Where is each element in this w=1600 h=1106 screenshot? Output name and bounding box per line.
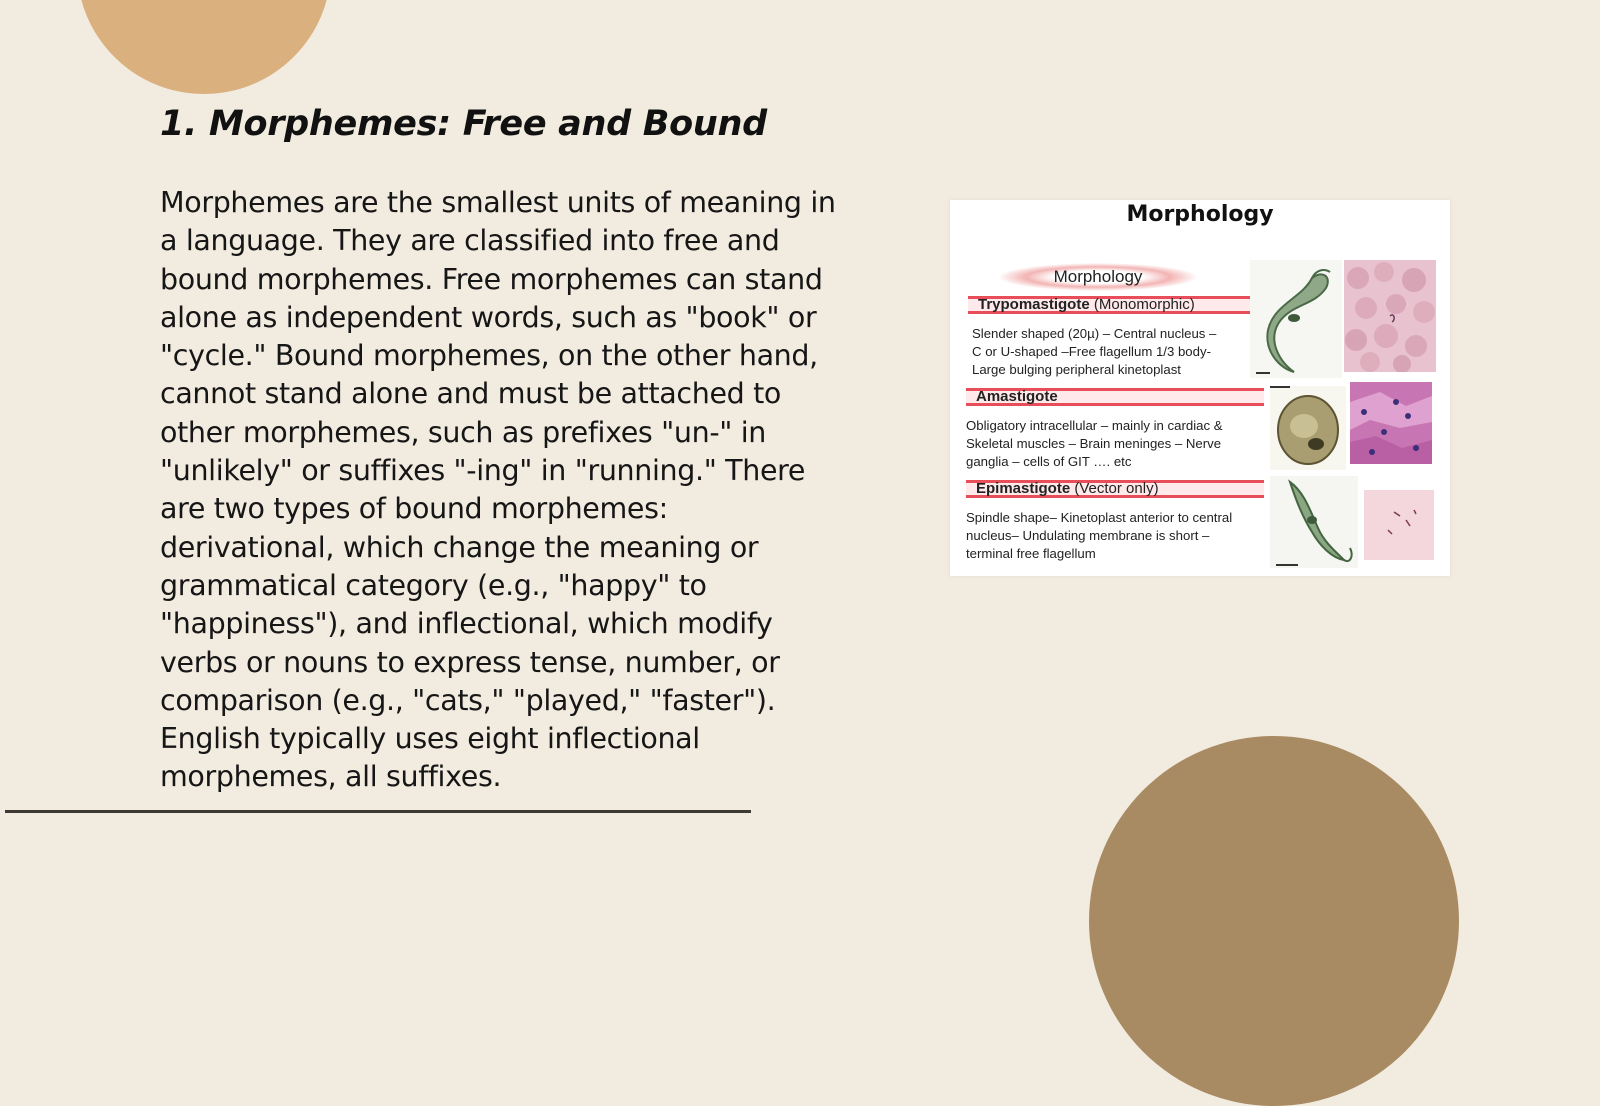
vector-smear-micrograph [1364, 490, 1434, 560]
section-header-epimastigote [966, 480, 1264, 498]
section-qualifier: (Vector only) [1074, 480, 1159, 497]
horizontal-rule [5, 810, 751, 813]
decorative-circle-top [77, 0, 331, 94]
trypomastigote-illustration [1250, 260, 1342, 378]
blood-smear-micrograph-1 [1344, 260, 1436, 372]
slide-body-text: Morphemes are the smallest units of meaning in a language. They are classified into free and bound morphemes. Free morphemes can stand alone as independent words, such as "book" or "cycle." Bound morphemes, on the other hand, cannot stand alone and must be attached to other morphemes, such as prefixes "un-" in "unlikely" or suffixes "-ing" in "running." There are two types of bound morphemes: derivational, which change the meaning or grammatical category (e.g., "happy" to "happiness"), and inflectional, which modify verbs or nouns to express tense, number, or comparison (e.g., "cats," "played," "faster"). English typically uses eight inflectional morphemes, all suffixes. [160, 186, 836, 794]
description-line: Skeletal muscles – Brain meninges – Nerve [966, 436, 1222, 451]
section-name: Epimastigote [976, 480, 1071, 497]
tissue-micrograph [1350, 382, 1432, 464]
description-line: nucleus– Undulating membrane is short – [966, 528, 1210, 543]
scale-bar [1256, 372, 1270, 374]
description-line: Spindle shape– Kinetoplast anterior to central [966, 510, 1233, 525]
description-line: Obligatory intracellular – mainly in cardiac & [966, 418, 1223, 433]
description-line: ganglia – cells of GIT …. etc [966, 454, 1132, 469]
description-line: C or U-shaped –Free flagellum 1/3 body- [972, 344, 1211, 359]
section-header-trypomastigote [968, 296, 1266, 314]
section-name: Trypomastigote [978, 296, 1090, 313]
description-line: Slender shaped (20µ) – Central nucleus – [972, 326, 1217, 341]
amastigote-illustration [1270, 386, 1346, 470]
section-description-trypomastigote [972, 325, 1264, 379]
scale-bar [1276, 564, 1298, 566]
figure-title: Morphology [1126, 202, 1274, 227]
section-name: Amastigote [976, 388, 1058, 405]
morphology-figure [950, 200, 1450, 576]
section-header-amastigote [966, 388, 1264, 406]
figure-ribbon-label: Morphology [998, 263, 1198, 291]
section-qualifier: (Monomorphic) [1093, 296, 1195, 313]
section-description-epimastigote [966, 509, 1258, 563]
description-line: terminal free flagellum [966, 546, 1096, 561]
epimastigote-illustration [1270, 476, 1358, 568]
section-description-amastigote [966, 417, 1258, 471]
description-line: Large bulging peripheral kinetoplast [972, 362, 1181, 377]
decorative-circle-bottom [1089, 736, 1459, 1106]
scale-bar [1270, 386, 1290, 388]
slide-title: 1. Morphemes: Free and Bound [160, 104, 767, 144]
